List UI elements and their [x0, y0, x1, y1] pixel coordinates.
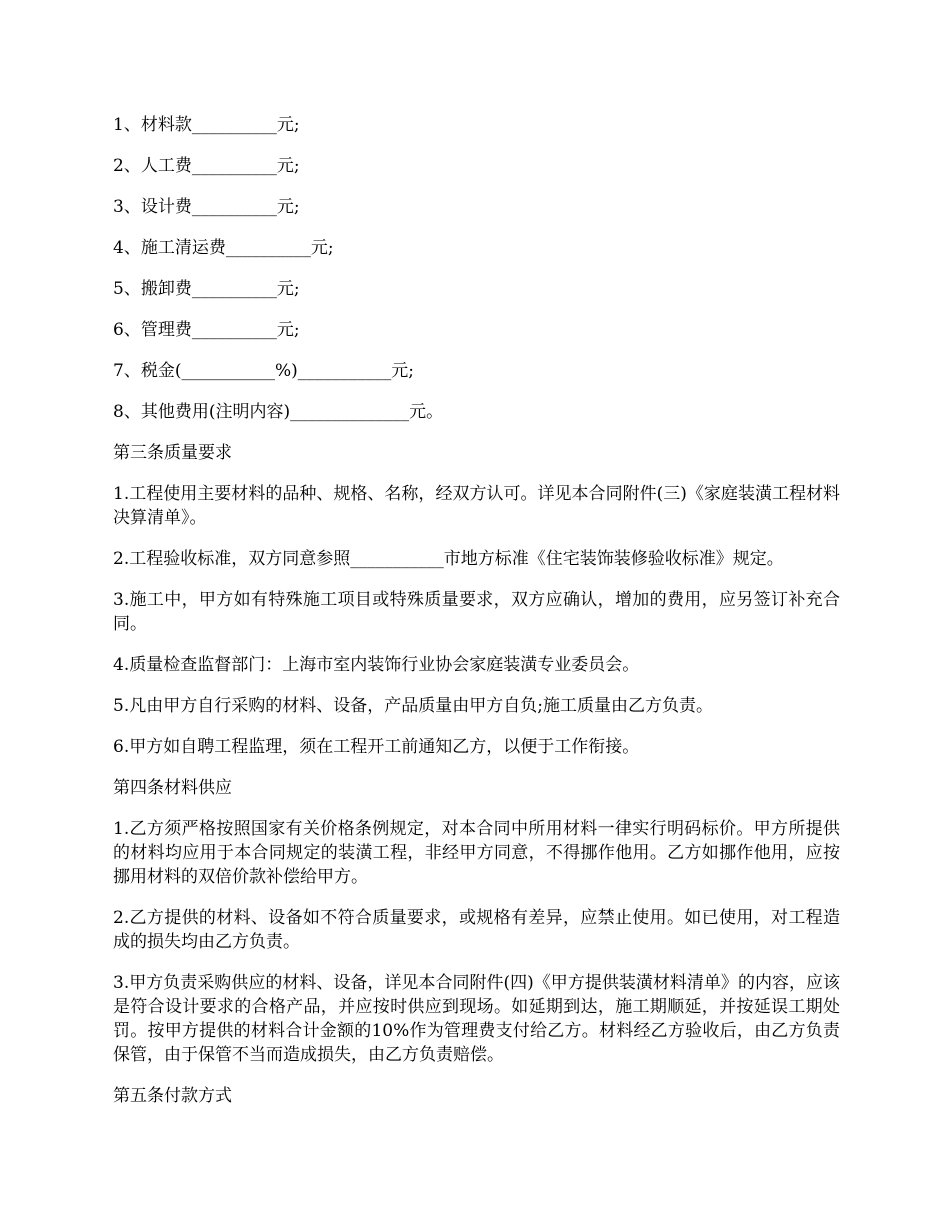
section4-paragraph: 1.乙方须严格按照国家有关价格条例规定，对本合同中所用材料一律实行明码标价。甲方所提供的材料均应用于本合同规定的装潢工程，非经甲方同意，不得挪作他用。乙方如挪作他用，应按挪用材料的双倍价款补偿给甲方。: [113, 819, 840, 887]
section3-paragraph: 5.凡由甲方自行采购的材料、设备，产品质量由甲方自负;施工质量由乙方负责。: [113, 696, 713, 716]
fee-item-materials: 1、材料款__________元;: [113, 115, 300, 135]
fee-item-handling: 5、搬卸费__________元;: [113, 279, 300, 299]
section4-paragraph: 3.甲方负责采购供应的材料、设备，详见本合同附件(四)《甲方提供装潢材料清单》的内容，应该是符合设计要求的合格产品，并应按时供应到现场。如延期到达，施工期顺延，并按延误工期处罚。按甲方提供的材料合计金额的10%作为管理费支付给乙方。材料经乙方验收后，由乙方负责保管，由于保管不当而造成损失，由乙方负责赔偿。: [113, 973, 840, 1065]
fee-item-other: 8、其他费用(注明内容)______________元。: [113, 402, 444, 422]
section3-paragraph: 3.施工中，甲方如有特殊施工项目或特殊质量要求，双方应确认，增加的费用，应另签订补充合同。: [113, 590, 840, 634]
section3-paragraph: 1.工程使用主要材料的品种、规格、名称，经双方认可。详见本合同附件(三)《家庭装潢工程材料决算清单》。: [113, 484, 840, 528]
fee-item-labor: 2、人工费__________元;: [113, 156, 300, 176]
section3-paragraph: 2.工程验收标准，双方同意参照___________市地方标准《住宅装饰装修验收标准》规定。: [113, 549, 784, 569]
section3-paragraph: 6.甲方如自聘工程监理，须在工程开工前通知乙方，以便于工作衔接。: [113, 737, 640, 757]
section4-heading: 第四条材料供应: [113, 778, 232, 798]
section3-paragraph: 4.质量检查监督部门：上海市室内装饰行业协会家庭装潢专业委员会。: [113, 655, 640, 675]
fee-item-management: 6、管理费__________元;: [113, 320, 300, 340]
section3-heading: 第三条质量要求: [113, 443, 232, 463]
section4-paragraph: 2.乙方提供的材料、设备如不符合质量要求，或规格有差异，应禁止使用。如已使用，对工程造成的损失均由乙方负责。: [113, 908, 840, 952]
section5-heading: 第五条付款方式: [113, 1086, 232, 1106]
fee-item-tax: 7、税金(___________%)___________元;: [113, 361, 414, 381]
fee-item-design: 3、设计费__________元;: [113, 197, 300, 217]
fee-item-cleanup: 4、施工清运费__________元;: [113, 238, 334, 258]
